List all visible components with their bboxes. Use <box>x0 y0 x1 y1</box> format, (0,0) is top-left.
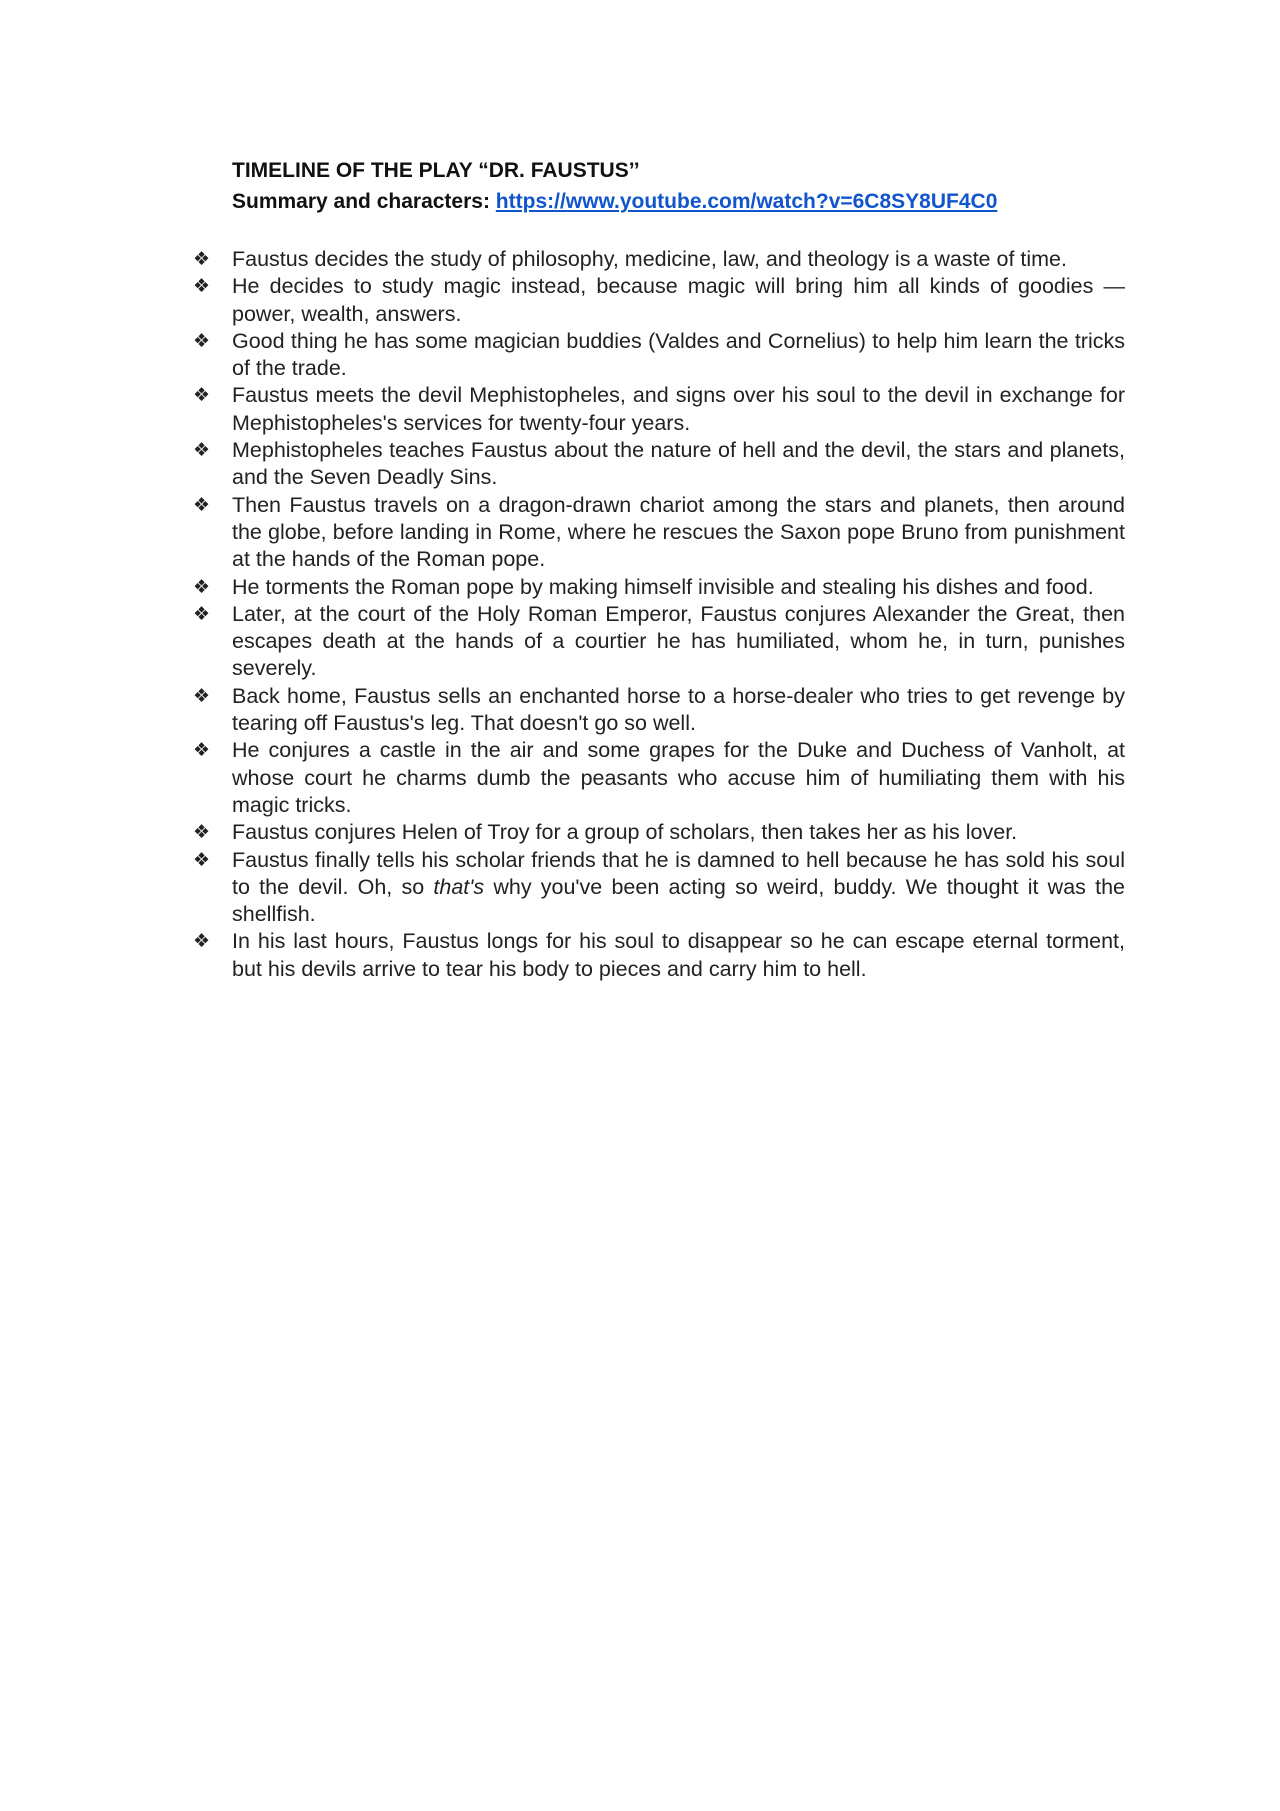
diamond-bullet-icon: ❖ <box>193 739 211 762</box>
list-item-text: Faustus meets the devil Mephistopheles, and signs over his soul to the devil in exchange for Mephistopheles's services for twenty-four years. <box>232 383 1125 435</box>
page-title: TIMELINE OF THE PLAY “DR. FAUSTUS’’ <box>232 159 640 182</box>
diamond-bullet-icon: ❖ <box>193 602 211 625</box>
list-item <box>193 492 1125 574</box>
diamond-bullet-icon: ❖ <box>193 848 211 871</box>
summary-label: Summary and characters: <box>232 190 496 213</box>
diamond-bullet-icon: ❖ <box>193 275 211 298</box>
list-item <box>193 683 1125 738</box>
list-item <box>193 601 1125 683</box>
list-item-text-after: why you've been acting so weird, buddy. We thought it was the shellfish. <box>232 874 1125 927</box>
diamond-bullet-icon: ❖ <box>193 575 211 598</box>
list-item <box>193 328 1125 383</box>
diamond-bullet-icon: ❖ <box>193 384 211 407</box>
diamond-bullet-icon: ❖ <box>193 493 211 516</box>
list-item <box>193 847 1125 929</box>
list-item-text: Back home, Faustus sells an enchanted horse to a horse-dealer who tries to get revenge by tearing off Faustus's leg. That doesn't go so well. <box>232 683 1125 736</box>
list-item-text: Faustus decides the study of philosophy, medicine, law, and theology is a waste of time. <box>232 247 1067 271</box>
list-item <box>193 382 1125 437</box>
diamond-bullet-icon: ❖ <box>193 821 211 844</box>
list-item <box>193 574 1125 601</box>
list-item <box>193 246 1125 273</box>
list-item <box>193 437 1125 492</box>
list-item-text: Good thing he has some magician buddies (Valdes and Cornelius) to help him learn the tricks of the trade. <box>232 328 1125 381</box>
list-item <box>193 737 1125 819</box>
list-item-text: He decides to study magic instead, because magic will bring him all kinds of goodies —power, wealth, answers. <box>232 274 1125 326</box>
list-item-text: In his last hours, Faustus longs for his soul to disappear so he can escape eternal torment, but his devils arrive to tear his body to pieces and carry him to hell. <box>232 929 1125 981</box>
diamond-bullet-icon: ❖ <box>193 930 211 953</box>
timeline-list <box>193 246 1125 983</box>
list-item-text-before: Faustus finally tells his scholar friends that he is damned to hell because he has sold his soul to the devil. Oh, so <box>232 847 1125 899</box>
list-item <box>193 273 1125 328</box>
list-item-text: He conjures a castle in the air and some grapes for the Duke and Duchess of Vanholt, at whose court he charms dumb the peasants who accuse him of humiliating them with his magic tricks. <box>232 738 1125 817</box>
list-item-text: Faustus conjures Helen of Troy for a group of scholars, then takes her as his lover. <box>232 820 1018 845</box>
diamond-bullet-icon: ❖ <box>193 684 211 707</box>
list-item <box>193 928 1125 983</box>
list-item-text: Then Faustus travels on a dragon-drawn chariot among the stars and planets, then around the globe, before landing in Rome, where he rescues the Saxon pope Bruno from punishment at the hands of the Roman pope. <box>232 492 1125 572</box>
list-item-text: Later, at the court of the Holy Roman Emperor, Faustus conjures Alexander the Great, then escapes death at the hands of a courtier he has humiliated, whom he, in turn, punishes severely. <box>232 601 1125 681</box>
list-item-text-italic: that's <box>433 874 485 899</box>
list-item-text <box>232 848 1125 927</box>
summary-line <box>232 186 1132 217</box>
list-item-text: Mephistopheles teaches Faustus about the nature of hell and the devil, the stars and planets, and the Seven Deadly Sins. <box>232 438 1125 490</box>
diamond-bullet-icon: ❖ <box>193 329 211 352</box>
diamond-bullet-icon: ❖ <box>193 439 211 462</box>
document-header <box>232 155 1132 217</box>
list-item <box>193 819 1125 846</box>
summary-video-link[interactable]: https://www.youtube.com/watch?v=6C8SY8UF4C0 <box>495 190 998 213</box>
diamond-bullet-icon: ❖ <box>193 248 211 270</box>
list-item-text: He torments the Roman pope by making himself invisible and stealing his dishes and food. <box>232 574 1094 599</box>
